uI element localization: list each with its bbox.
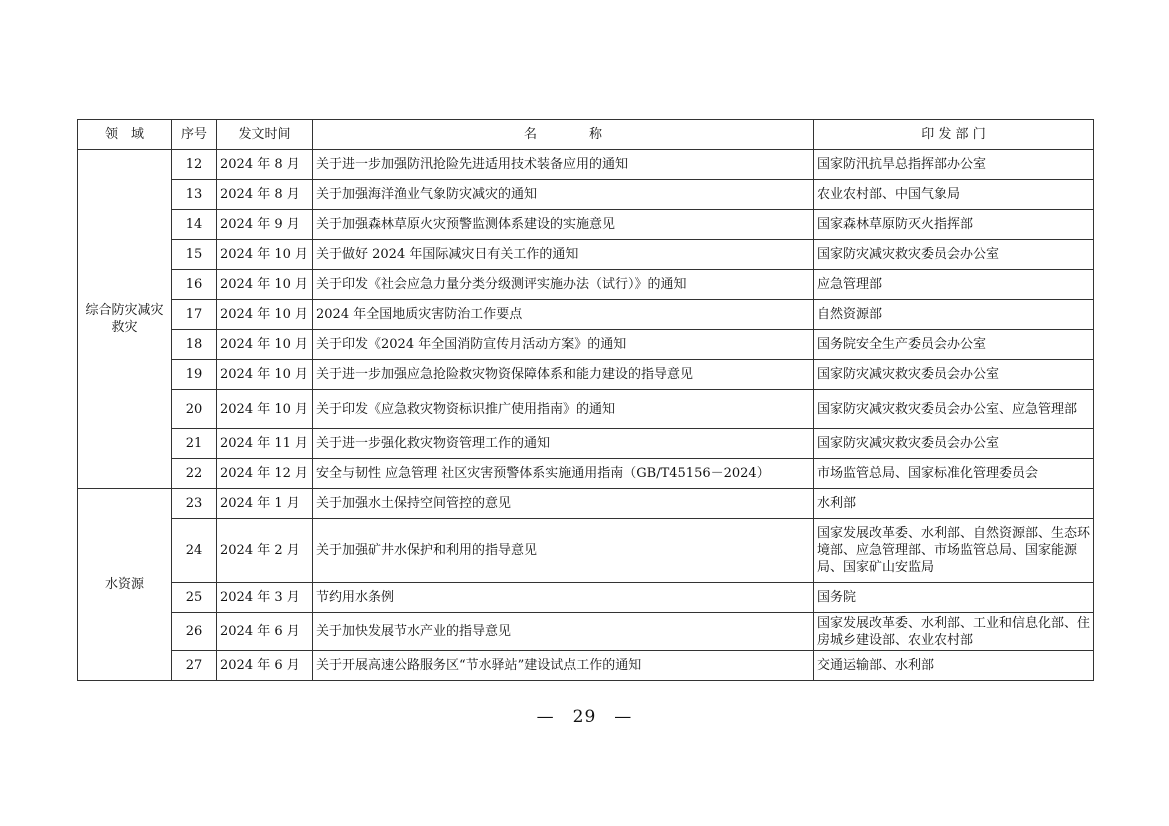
date-cell: 2024 年 12 月 bbox=[217, 459, 313, 489]
date-cell: 2024 年 10 月 bbox=[217, 300, 313, 330]
seq-cell: 15 bbox=[172, 240, 217, 270]
table-row bbox=[78, 429, 1094, 459]
dept-cell: 应急管理部 bbox=[814, 270, 1094, 300]
header-seq: 序号 bbox=[172, 120, 217, 150]
seq-cell: 18 bbox=[172, 330, 217, 360]
name-cell: 关于加强海洋渔业气象防灾减灾的通知 bbox=[313, 180, 814, 210]
table-header-row bbox=[78, 120, 1094, 150]
dept-cell: 国家发展改革委、水利部、工业和信息化部、住房城乡建设部、农业农村部 bbox=[814, 613, 1094, 651]
date-cell: 2024 年 10 月 bbox=[217, 360, 313, 390]
seq-cell: 16 bbox=[172, 270, 217, 300]
date-cell: 2024 年 6 月 bbox=[217, 613, 313, 651]
dept-cell: 国务院安全生产委员会办公室 bbox=[814, 330, 1094, 360]
date-cell: 2024 年 10 月 bbox=[217, 240, 313, 270]
table-row bbox=[78, 210, 1094, 240]
dept-cell: 市场监管总局、国家标准化管理委员会 bbox=[814, 459, 1094, 489]
name-cell: 关于进一步强化救灾物资管理工作的通知 bbox=[313, 429, 814, 459]
name-cell: 关于做好 2024 年国际减灾日有关工作的通知 bbox=[313, 240, 814, 270]
table-row bbox=[78, 150, 1094, 180]
seq-cell: 25 bbox=[172, 583, 217, 613]
seq-cell: 13 bbox=[172, 180, 217, 210]
table-row bbox=[78, 300, 1094, 330]
table-row bbox=[78, 240, 1094, 270]
table-row bbox=[78, 613, 1094, 651]
document-table bbox=[77, 119, 1094, 681]
name-cell: 安全与韧性 应急管理 社区灾害预警体系实施通用指南（GB/T45156－2024） bbox=[313, 459, 814, 489]
dept-cell: 国家防灾减灾救灾委员会办公室 bbox=[814, 429, 1094, 459]
date-cell: 2024 年 3 月 bbox=[217, 583, 313, 613]
table-row bbox=[78, 390, 1094, 429]
header-dept: 印 发 部 门 bbox=[814, 120, 1094, 150]
seq-cell: 12 bbox=[172, 150, 217, 180]
domain-cell: 水资源 bbox=[78, 489, 172, 681]
name-cell: 节约用水条例 bbox=[313, 583, 814, 613]
dept-cell: 交通运输部、水利部 bbox=[814, 651, 1094, 681]
date-cell: 2024 年 10 月 bbox=[217, 330, 313, 360]
date-cell: 2024 年 10 月 bbox=[217, 270, 313, 300]
table-row bbox=[78, 583, 1094, 613]
name-cell: 关于进一步加强防汛抢险先进适用技术装备应用的通知 bbox=[313, 150, 814, 180]
seq-cell: 27 bbox=[172, 651, 217, 681]
dept-cell: 水利部 bbox=[814, 489, 1094, 519]
dept-cell: 国家防灾减灾救灾委员会办公室、应急管理部 bbox=[814, 390, 1094, 429]
name-cell: 关于印发《应急救灾物资标识推广使用指南》的通知 bbox=[313, 390, 814, 429]
seq-cell: 17 bbox=[172, 300, 217, 330]
date-cell: 2024 年 1 月 bbox=[217, 489, 313, 519]
name-cell: 关于加强矿井水保护和利用的指导意见 bbox=[313, 519, 814, 583]
dept-cell: 国家发展改革委、水利部、自然资源部、生态环境部、应急管理部、市场监管总局、国家能源局、国家矿山安监局 bbox=[814, 519, 1094, 583]
date-cell: 2024 年 9 月 bbox=[217, 210, 313, 240]
dept-cell: 国家防灾减灾救灾委员会办公室 bbox=[814, 240, 1094, 270]
name-cell: 关于印发《社会应急力量分类分级测评实施办法（试行）》的通知 bbox=[313, 270, 814, 300]
seq-cell: 20 bbox=[172, 390, 217, 429]
seq-cell: 21 bbox=[172, 429, 217, 459]
dept-cell: 自然资源部 bbox=[814, 300, 1094, 330]
dept-cell: 国家防灾减灾救灾委员会办公室 bbox=[814, 360, 1094, 390]
table-row bbox=[78, 459, 1094, 489]
date-cell: 2024 年 8 月 bbox=[217, 180, 313, 210]
table-row bbox=[78, 360, 1094, 390]
table-row bbox=[78, 489, 1094, 519]
dept-cell: 农业农村部、中国气象局 bbox=[814, 180, 1094, 210]
seq-cell: 24 bbox=[172, 519, 217, 583]
table-row bbox=[78, 270, 1094, 300]
name-cell: 关于加强水土保持空间管控的意见 bbox=[313, 489, 814, 519]
dept-cell: 国家防汛抗旱总指挥部办公室 bbox=[814, 150, 1094, 180]
header-domain: 领 域 bbox=[78, 120, 172, 150]
table-body bbox=[78, 150, 1094, 681]
seq-cell: 26 bbox=[172, 613, 217, 651]
table-row bbox=[78, 330, 1094, 360]
seq-cell: 14 bbox=[172, 210, 217, 240]
name-cell: 关于开展高速公路服务区“节水驿站”建设试点工作的通知 bbox=[313, 651, 814, 681]
domain-cell: 综合防灾减灾救灾 bbox=[78, 150, 172, 489]
table-row bbox=[78, 519, 1094, 583]
seq-cell: 19 bbox=[172, 360, 217, 390]
name-cell: 关于加强森林草原火灾预警监测体系建设的实施意见 bbox=[313, 210, 814, 240]
name-cell: 关于印发《2024 年全国消防宣传月活动方案》的通知 bbox=[313, 330, 814, 360]
name-cell: 关于进一步加强应急抢险救灾物资保障体系和能力建设的指导意见 bbox=[313, 360, 814, 390]
name-cell: 2024 年全国地质灾害防治工作要点 bbox=[313, 300, 814, 330]
table-row bbox=[78, 651, 1094, 681]
header-date: 发文时间 bbox=[217, 120, 313, 150]
date-cell: 2024 年 6 月 bbox=[217, 651, 313, 681]
header-name: 名 称 bbox=[313, 120, 814, 150]
date-cell: 2024 年 11 月 bbox=[217, 429, 313, 459]
name-cell: 关于加快发展节水产业的指导意见 bbox=[313, 613, 814, 651]
dept-cell: 国家森林草原防灭火指挥部 bbox=[814, 210, 1094, 240]
seq-cell: 23 bbox=[172, 489, 217, 519]
seq-cell: 22 bbox=[172, 459, 217, 489]
table-row bbox=[78, 180, 1094, 210]
date-cell: 2024 年 10 月 bbox=[217, 390, 313, 429]
dept-cell: 国务院 bbox=[814, 583, 1094, 613]
date-cell: 2024 年 2 月 bbox=[217, 519, 313, 583]
date-cell: 2024 年 8 月 bbox=[217, 150, 313, 180]
page-number: — 29 — bbox=[536, 707, 633, 727]
